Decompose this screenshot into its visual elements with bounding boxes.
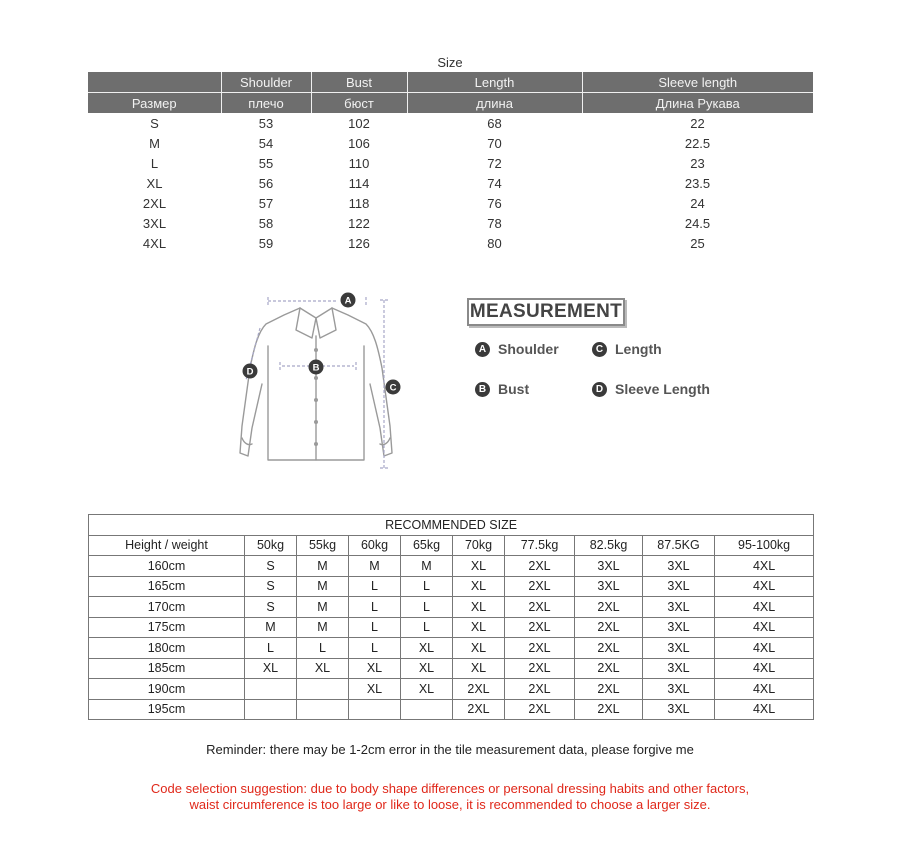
size-chart-cell: 54: [258, 135, 274, 151]
measurement-title: MEASUREMENT: [467, 298, 625, 326]
size-chart-cell: 126: [348, 235, 370, 251]
recommended-cell: XL: [349, 658, 401, 679]
recommended-cell: XL: [349, 679, 401, 700]
marker-c-icon: [386, 380, 401, 395]
size-header-cell: длина: [407, 93, 582, 114]
recommended-cell: M: [297, 597, 349, 618]
recommended-cell: L: [245, 638, 297, 659]
size-chart-cell: S: [150, 115, 159, 131]
recommended-cell: 2XL: [453, 699, 505, 720]
legend-item-sleeve-length: [592, 381, 710, 397]
svg-text:C: C: [389, 382, 397, 394]
recommended-cell: L: [401, 617, 453, 638]
size-header-cell: Bust: [311, 72, 407, 93]
recommended-cell: L: [349, 576, 401, 597]
recommended-cell: XL: [453, 556, 505, 577]
recommended-cell: 2XL: [505, 597, 575, 618]
size-chart-cell: 23: [690, 155, 705, 171]
size-chart-row: [88, 233, 813, 253]
size-chart-cell: 23.5: [684, 175, 711, 191]
recommended-title-row: [89, 515, 814, 536]
recommended-row: [89, 576, 814, 597]
svg-text:A: A: [344, 295, 352, 307]
recommended-cell: XL: [453, 576, 505, 597]
recommended-header-cell: 50kg: [245, 535, 297, 556]
recommended-cell: [297, 679, 349, 700]
marker-c-icon: C: [592, 342, 607, 357]
recommended-row: [89, 617, 814, 638]
recommended-cell: 2XL: [505, 638, 575, 659]
recommended-cell: 2XL: [575, 699, 643, 720]
size-chart-header-en: [88, 72, 813, 93]
recommended-cell: 3XL: [575, 556, 643, 577]
recommended-cell: XL: [401, 638, 453, 659]
marker-a-icon: [341, 293, 356, 308]
size-chart-cell: 72: [487, 155, 502, 171]
recommended-cell: 4XL: [715, 597, 814, 618]
recommended-cell: [245, 699, 297, 720]
recommended-cell: 3XL: [643, 699, 715, 720]
recommended-cell: 4XL: [715, 556, 814, 577]
recommended-row: [89, 679, 814, 700]
size-chart-cell: 58: [258, 215, 274, 231]
recommended-header-cell: 82.5kg: [575, 535, 643, 556]
recommended-cell: 4XL: [715, 679, 814, 700]
recommended-cell: 160cm: [89, 556, 245, 577]
reminder-text: Reminder: there may be 1-2cm error in the tile measurement data, please forgive me: [206, 742, 694, 757]
size-chart-cell: 114: [348, 175, 370, 191]
recommended-cell: L: [349, 597, 401, 618]
recommended-cell: 2XL: [505, 679, 575, 700]
size-header-cell: Длина Рукава: [582, 93, 813, 114]
recommended-cell: S: [245, 597, 297, 618]
size-chart-cell: 4XL: [142, 235, 167, 251]
recommended-cell: M: [245, 617, 297, 638]
recommended-cell: L: [349, 638, 401, 659]
recommended-cell: L: [297, 638, 349, 659]
recommended-cell: 2XL: [453, 679, 505, 700]
recommended-title: RECOMMENDED SIZE: [89, 515, 814, 536]
recommended-cell: L: [401, 597, 453, 618]
recommended-row: [89, 699, 814, 720]
recommended-cell: 2XL: [505, 576, 575, 597]
recommended-cell: 2XL: [505, 556, 575, 577]
recommended-cell: 3XL: [643, 658, 715, 679]
size-chart-table: [88, 72, 813, 253]
recommended-cell: 4XL: [715, 576, 814, 597]
recommended-cell: 2XL: [575, 638, 643, 659]
recommended-cell: M: [401, 556, 453, 577]
recommended-cell: 2XL: [575, 679, 643, 700]
recommended-cell: M: [297, 556, 349, 577]
size-chart-cell: 110: [348, 155, 370, 171]
recommended-cell: 3XL: [643, 617, 715, 638]
svg-text:B: B: [312, 362, 320, 374]
svg-text:D: D: [246, 366, 254, 378]
recommended-row: [89, 638, 814, 659]
size-chart-cell: 80: [487, 235, 502, 251]
size-chart-cell: 55: [258, 155, 274, 171]
recommended-cell: XL: [453, 597, 505, 618]
recommended-cell: S: [245, 576, 297, 597]
size-chart-cell: 56: [258, 175, 274, 191]
recommended-cell: 185cm: [89, 658, 245, 679]
recommended-cell: 190cm: [89, 679, 245, 700]
size-chart-cell: 122: [348, 215, 370, 231]
marker-b-icon: [309, 360, 324, 375]
recommended-cell: 3XL: [643, 556, 715, 577]
recommended-row: [89, 556, 814, 577]
size-chart-row: [88, 113, 813, 133]
recommended-cell: 2XL: [505, 658, 575, 679]
recommended-cell: XL: [453, 658, 505, 679]
recommended-cell: 3XL: [643, 638, 715, 659]
recommended-header-cell: 55kg: [297, 535, 349, 556]
recommended-header-cell: 95-100kg: [715, 535, 814, 556]
size-chart-cell: 22: [690, 115, 705, 131]
recommended-row: [89, 597, 814, 618]
recommended-cell: 3XL: [643, 679, 715, 700]
size-suggestion-text: Code selection suggestion: due to body shape differences or personal dressing habits and other factors, waist circumference is too large or like to loose, it is recommended to choose a larger size.: [150, 781, 750, 812]
recommended-cell: 4XL: [715, 617, 814, 638]
size-chart-cell: 74: [487, 175, 502, 191]
marker-a-icon: A: [475, 342, 490, 357]
recommended-cell: [349, 699, 401, 720]
size-chart-cell: 118: [348, 195, 370, 211]
recommended-cell: M: [297, 576, 349, 597]
recommended-cell: [245, 679, 297, 700]
recommended-cell: XL: [297, 658, 349, 679]
size-chart-cell: 3XL: [142, 215, 167, 231]
size-chart-row: [88, 153, 813, 173]
recommended-cell: 2XL: [505, 617, 575, 638]
size-chart-cell: 24: [690, 195, 705, 211]
recommended-cell: XL: [245, 658, 297, 679]
legend-label: Shoulder: [498, 341, 559, 357]
size-chart-header-ru: [88, 93, 813, 114]
size-chart-cell: 53: [258, 115, 274, 131]
size-chart-row: [88, 213, 813, 233]
size-header-cell: [88, 72, 221, 93]
marker-d-icon: [243, 364, 258, 379]
size-header-cell: Размер: [88, 93, 221, 114]
recommended-size-table: [88, 514, 814, 720]
recommended-header-cell: 65kg: [401, 535, 453, 556]
legend-item-length: [592, 341, 662, 357]
recommended-header-cell: 60kg: [349, 535, 401, 556]
recommended-cell: XL: [453, 638, 505, 659]
size-chart-caption: Size: [437, 55, 463, 70]
size-header-cell: плечо: [221, 93, 311, 114]
size-chart-cell: M: [149, 135, 160, 151]
recommended-header-row: [89, 535, 814, 556]
recommended-cell: M: [297, 617, 349, 638]
size-header-cell: Sleeve length: [582, 72, 813, 93]
size-chart-cell: 25: [690, 235, 705, 251]
recommended-cell: [401, 699, 453, 720]
legend-label: Length: [615, 341, 662, 357]
shirt-outline: [240, 308, 392, 460]
recommended-header-cell: 87.5KG: [643, 535, 715, 556]
legend-label: Bust: [498, 381, 530, 397]
recommended-cell: 180cm: [89, 638, 245, 659]
marker-d-icon: D: [592, 382, 607, 397]
recommended-cell: XL: [401, 658, 453, 679]
recommended-cell: 4XL: [715, 638, 814, 659]
size-chart-row: [88, 133, 813, 153]
size-header-cell: Shoulder: [221, 72, 311, 93]
recommended-cell: 3XL: [575, 576, 643, 597]
recommended-cell: 4XL: [715, 699, 814, 720]
recommended-cell: L: [401, 576, 453, 597]
recommended-cell: [297, 699, 349, 720]
recommended-cell: 4XL: [715, 658, 814, 679]
marker-b-icon: B: [475, 382, 490, 397]
recommended-cell: XL: [401, 679, 453, 700]
size-chart-row: [88, 193, 813, 213]
size-chart-cell: XL: [146, 175, 163, 191]
size-chart-cell: 106: [348, 135, 370, 151]
recommended-cell: 3XL: [643, 597, 715, 618]
recommended-body: [89, 556, 814, 720]
recommended-cell: 165cm: [89, 576, 245, 597]
size-chart-cell: 57: [258, 195, 274, 211]
legend-item-bust: [475, 381, 529, 397]
recommended-header-cell: 70kg: [453, 535, 505, 556]
recommended-row: [89, 658, 814, 679]
size-chart-cell: 59: [258, 235, 274, 251]
size-chart-cell: 2XL: [142, 195, 167, 211]
recommended-cell: L: [349, 617, 401, 638]
size-chart-cell: 24.5: [684, 215, 711, 231]
recommended-header-cell: Height / weight: [89, 535, 245, 556]
size-chart-cell: 68: [487, 115, 502, 131]
recommended-cell: S: [245, 556, 297, 577]
recommended-cell: 195cm: [89, 699, 245, 720]
recommended-cell: XL: [453, 617, 505, 638]
legend-label: Sleeve Length: [615, 381, 710, 397]
size-chart-cell: 22.5: [684, 135, 711, 151]
size-chart-cell: 78: [487, 215, 502, 231]
recommended-cell: 2XL: [575, 617, 643, 638]
size-chart-cell: 76: [487, 195, 502, 211]
recommended-cell: 175cm: [89, 617, 245, 638]
recommended-cell: 170cm: [89, 597, 245, 618]
size-chart-cell: L: [150, 155, 159, 171]
recommended-header-cell: 77.5kg: [505, 535, 575, 556]
recommended-cell: 2XL: [575, 597, 643, 618]
size-chart-cell: 102: [348, 115, 370, 131]
shirt-diagram: [232, 288, 408, 474]
recommended-cell: 2XL: [575, 658, 643, 679]
recommended-cell: 2XL: [505, 699, 575, 720]
size-chart-body: [88, 113, 813, 253]
recommended-cell: 3XL: [643, 576, 715, 597]
size-chart-cell: 70: [487, 135, 502, 151]
size-header-cell: Length: [407, 72, 582, 93]
recommended-cell: M: [349, 556, 401, 577]
legend-item-shoulder: [475, 341, 559, 357]
size-header-cell: бюст: [311, 93, 407, 114]
size-chart-row: [88, 173, 813, 193]
